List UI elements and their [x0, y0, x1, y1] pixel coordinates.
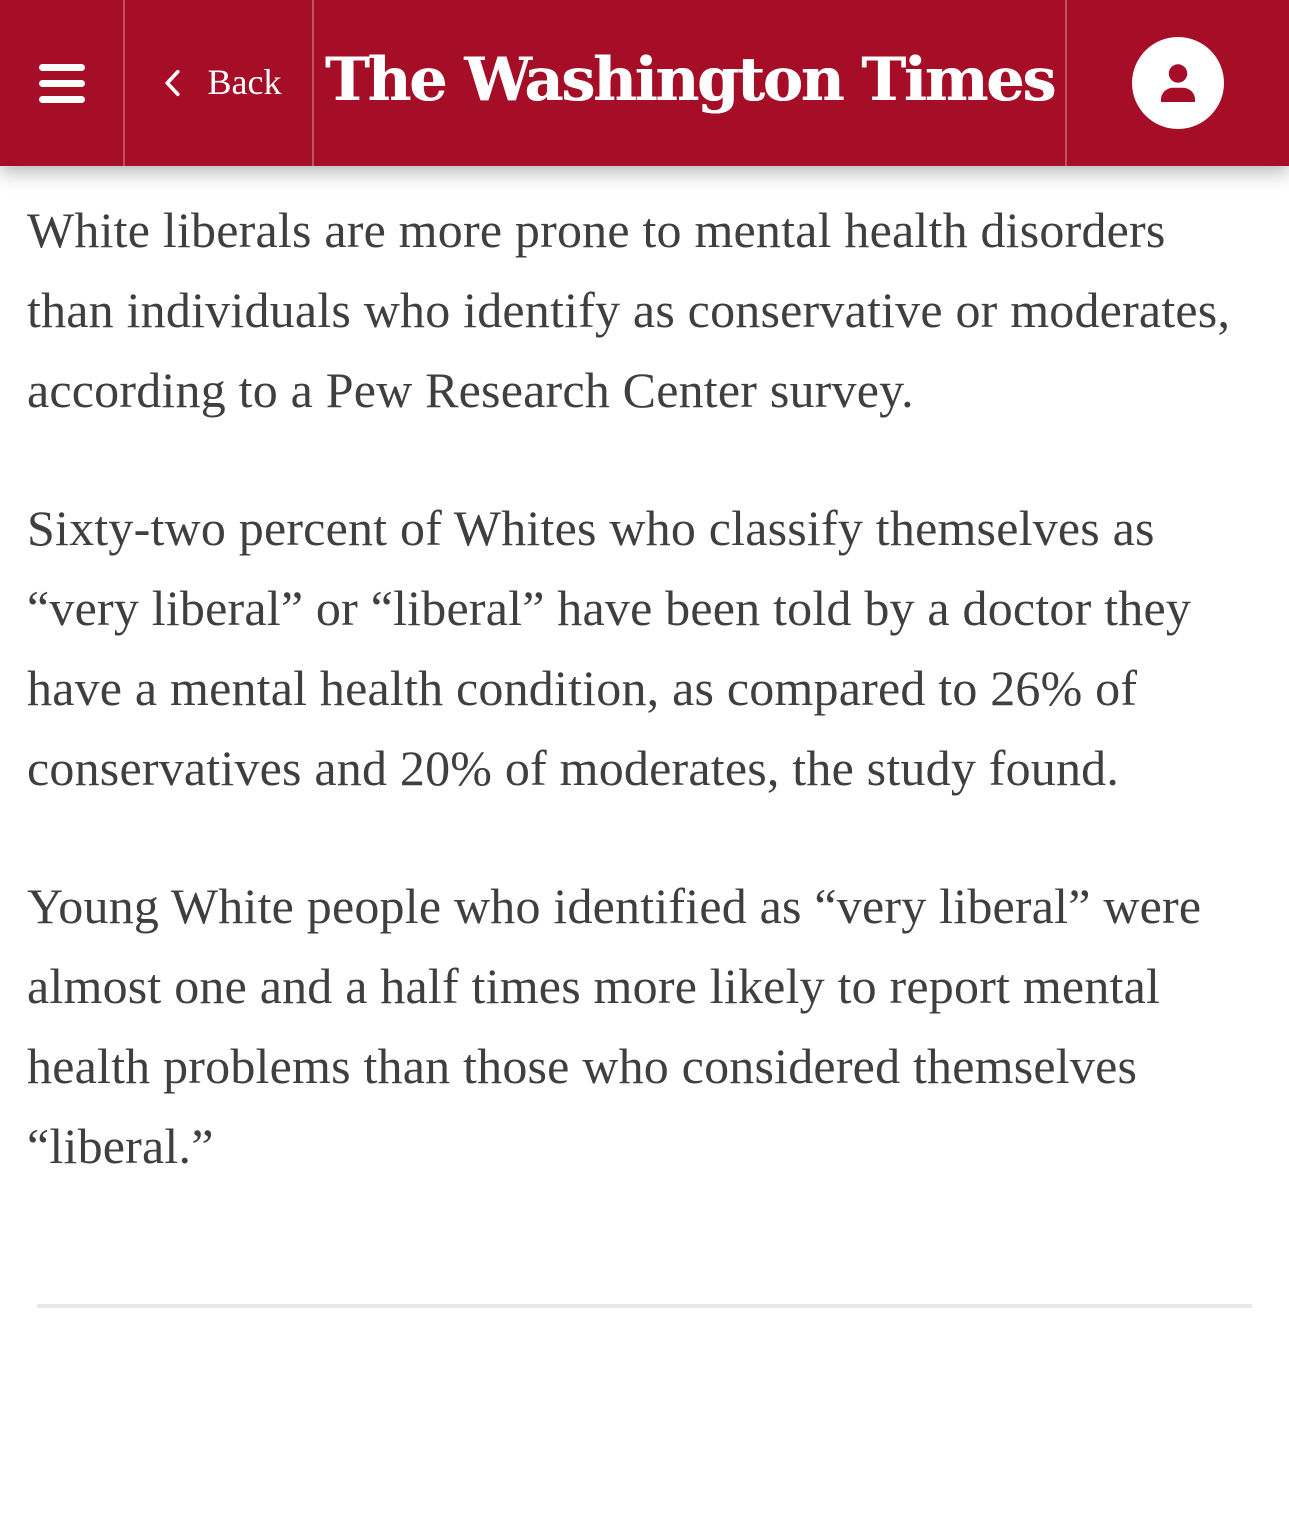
article-paragraph-1: White liberals are more prone to mental health disorders than individuals who identify as conservative or moderates, according to a Pew Research Center survey.	[27, 202, 1231, 418]
back-button[interactable]	[123, 0, 312, 166]
article-paragraph-3: Young White people who identified as “very liberal” were almost one and a half times more likely to report mental health problems than those who considered themselves “liberal.”	[27, 878, 1202, 1174]
profile-person-icon	[1132, 37, 1224, 129]
profile-button[interactable]	[1065, 0, 1289, 166]
section-divider	[37, 1304, 1252, 1308]
article-paragraph-2: Sixty-two percent of Whites who classify themselves as “very liberal” or “liberal” have been told by a doctor they have a mental health condition, as compared to 26% of conservatives and 20% of moderates, the study found.	[27, 500, 1192, 796]
article-body	[0, 166, 1289, 1308]
hamburger-icon	[39, 59, 85, 107]
logo-text: The Washington Times	[324, 45, 1055, 115]
menu-button[interactable]	[0, 0, 123, 166]
masthead[interactable]	[312, 0, 1065, 166]
app-header	[0, 0, 1289, 166]
back-label: Back	[207, 62, 282, 102]
chevron-left-icon	[156, 65, 192, 101]
